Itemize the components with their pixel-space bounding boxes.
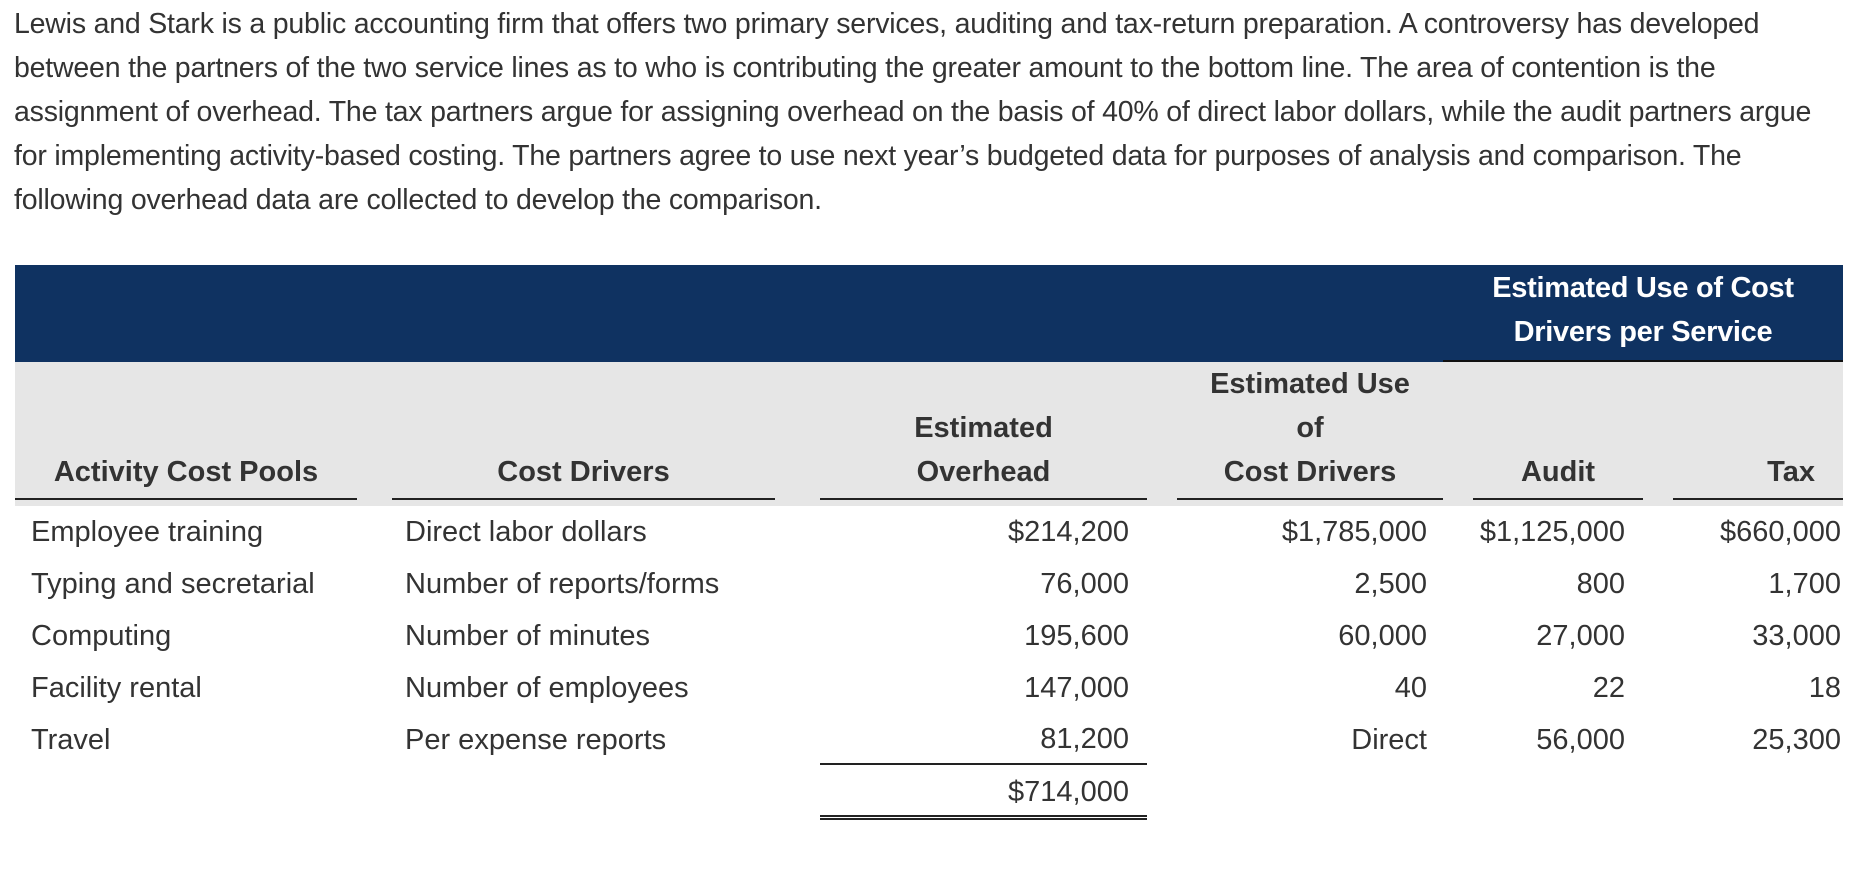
header-tax: Tax: [1643, 362, 1843, 506]
header-cost-drivers: Cost Drivers: [387, 362, 805, 506]
table-row: [15, 610, 1843, 662]
group-header-line2: Drivers per Service: [1513, 315, 1773, 348]
header-activity-cost-pools: Activity Cost Pools: [15, 362, 387, 506]
total-spacer-pool: [15, 766, 387, 822]
total-overhead: $714,000: [805, 766, 1147, 822]
table-row: [15, 662, 1843, 714]
header-overhead-line2: Overhead: [916, 456, 1051, 488]
total-spacer-audit: [1443, 766, 1643, 822]
cell-audit: 27,000: [1536, 619, 1625, 652]
header-use-line2: of: [1296, 412, 1324, 444]
total-spacer-driver: [387, 766, 805, 822]
group-header-line1: Estimated Use of Cost: [1492, 271, 1794, 304]
cell-driver-use: Direct: [1351, 723, 1427, 756]
cell-overhead: 81,200: [805, 714, 1147, 766]
cell-audit: 22: [1592, 671, 1625, 704]
problem-statement: Lewis and Stark is a public accounting firm that offers two primary services, auditing and tax-return preparation. A controversy has developed between the partners of the two service lines as to who is contributing the greater amount to the bottom line. The area of contention is the assignment of overhead. The tax partners argue for assigning overhead on the basis of 40% of direct labor dollars, while the audit partners argue for implementing activity-based costing. The partners agree to use next year’s budgeted data for purposes of analysis and comparison. The following overhead data are collected to develop the comparison.: [14, 8, 1812, 216]
column-header-row: [15, 362, 1843, 506]
header-estimated-overhead: [805, 362, 1147, 506]
cell-tax: 18: [1808, 671, 1841, 704]
cell-pool: Typing and secretarial: [31, 567, 315, 600]
cell-tax: 1,700: [1768, 567, 1841, 600]
total-spacer-use: [1147, 766, 1443, 822]
total-spacer-tax: [1643, 766, 1843, 822]
cell-driver: Number of employees: [405, 671, 689, 704]
cell-pool: Employee training: [31, 515, 264, 548]
cell-overhead: $214,200: [1008, 515, 1129, 548]
cell-audit: $1,125,000: [1479, 515, 1625, 548]
cell-driver: Direct labor dollars: [405, 515, 647, 548]
cell-driver: Number of reports/forms: [405, 567, 720, 600]
cell-driver-use: $1,785,000: [1281, 515, 1427, 548]
cell-tax: $660,000: [1720, 515, 1841, 548]
table-row: [15, 506, 1843, 558]
header-overhead-line1: Estimated: [914, 412, 1053, 444]
cell-audit: 800: [1576, 567, 1625, 600]
cell-pool: Computing: [31, 619, 172, 652]
title-band-spacer: [15, 265, 1443, 362]
group-header-cost-drivers-per-service: [1443, 265, 1843, 362]
header-audit: Audit: [1443, 362, 1643, 506]
header-use-line1: Estimated Use: [1210, 368, 1410, 400]
header-estimated-use-of-cost-drivers: [1147, 362, 1443, 506]
table-row: [15, 558, 1843, 610]
cell-driver-use: 60,000: [1338, 619, 1427, 652]
cell-driver: Number of minutes: [405, 619, 650, 652]
overhead-data-table: [15, 265, 1843, 822]
cell-driver-use: 2,500: [1354, 567, 1427, 600]
cell-pool: Facility rental: [31, 671, 202, 704]
cell-overhead: 147,000: [1024, 671, 1129, 704]
header-use-line3: Cost Drivers: [1223, 456, 1397, 488]
cell-tax: 25,300: [1752, 723, 1841, 756]
table-row: [15, 714, 1843, 766]
cell-overhead: 76,000: [1040, 567, 1129, 600]
cell-pool: Travel: [31, 723, 111, 756]
cell-audit: 56,000: [1536, 723, 1625, 756]
table-title-band: [15, 265, 1843, 362]
cell-driver-use: 40: [1394, 671, 1427, 704]
cell-driver: Per expense reports: [405, 723, 667, 756]
total-row: [15, 766, 1843, 822]
cell-tax: 33,000: [1752, 619, 1841, 652]
cell-overhead: 195,600: [1024, 619, 1129, 652]
